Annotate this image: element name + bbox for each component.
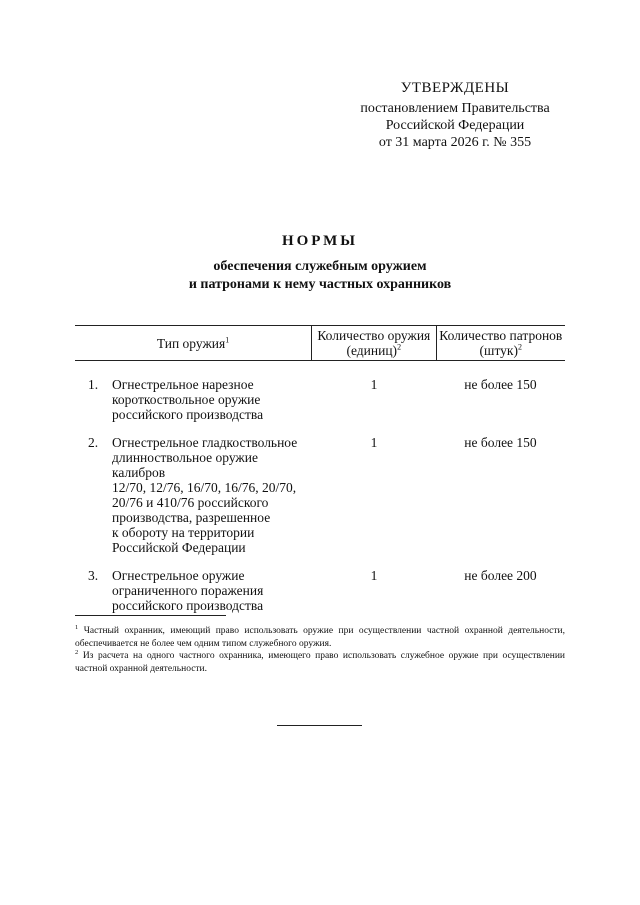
header-weapon-quantity: Количество оружия (единиц)$^2$ xyxy=(312,326,437,360)
weapon-type-cell: Огнестрельное нарезное короткоствольное оружие российского производства xyxy=(112,377,264,422)
footnotes xyxy=(75,625,565,675)
row-number: 2. xyxy=(88,435,99,450)
approval-heading: УТВЕРЖДЕНЫ xyxy=(400,80,510,96)
document-subtitle xyxy=(0,258,640,294)
approval-date-line: от 31 марта 2026 г. № 355 xyxy=(378,135,532,150)
subtitle-line: и патронами к нему частных охранников xyxy=(188,277,452,292)
weapon-quantity-cell: 1 xyxy=(370,568,378,583)
subtitle-line: обеспечения служебным оружием xyxy=(213,259,427,274)
footnote: $^1$ Частный охранник, имеющий право использовать оружие при осуществлении частной охранной деятельности, обеспечивается не более чем одним типом служебного оружия. xyxy=(75,623,566,649)
cartridge-quantity-cell: не более 150 xyxy=(464,377,537,392)
weapon-quantity-cell: 1 xyxy=(370,377,378,392)
approval-line: Российской Федерации xyxy=(385,118,525,133)
footnote: $^2$ Из расчета на одного частного охранника, имеющего право использовать служебное оружие при осуществлении частной охранной деятельности. xyxy=(75,648,566,674)
row-number: 3. xyxy=(88,568,99,583)
approval-block xyxy=(340,80,570,151)
header-cartridge-quantity: Количество патронов (штук)$^2$ xyxy=(439,328,563,358)
approval-line: постановлением Правительства xyxy=(360,101,550,116)
table-row xyxy=(75,435,565,555)
document-title: НОРМЫ xyxy=(281,233,359,249)
cartridge-quantity-cell: не более 200 xyxy=(464,568,537,583)
end-line xyxy=(277,725,362,726)
table-row xyxy=(75,568,565,613)
cartridge-quantity-cell: не более 150 xyxy=(464,435,537,450)
norms-table xyxy=(75,325,565,613)
footnote-separator xyxy=(75,615,226,616)
row-number: 1. xyxy=(88,377,99,392)
weapon-type-cell: Огнестрельное гладкоствольное длинноствольное оружие калибров 12/70, 12/76, 16/70, 16/76, 20/70, 20/76 и 410/76 российского производства, разрешенное к обороту на территории Российской Федерации xyxy=(112,435,298,555)
table-row xyxy=(75,377,565,422)
weapon-quantity-cell: 1 xyxy=(370,435,378,450)
table-header xyxy=(75,325,565,361)
header-weapon-type: Тип оружия$^1$ xyxy=(75,326,312,360)
weapon-type-cell: Огнестрельное оружие ограниченного поражения российского производства xyxy=(112,568,264,613)
